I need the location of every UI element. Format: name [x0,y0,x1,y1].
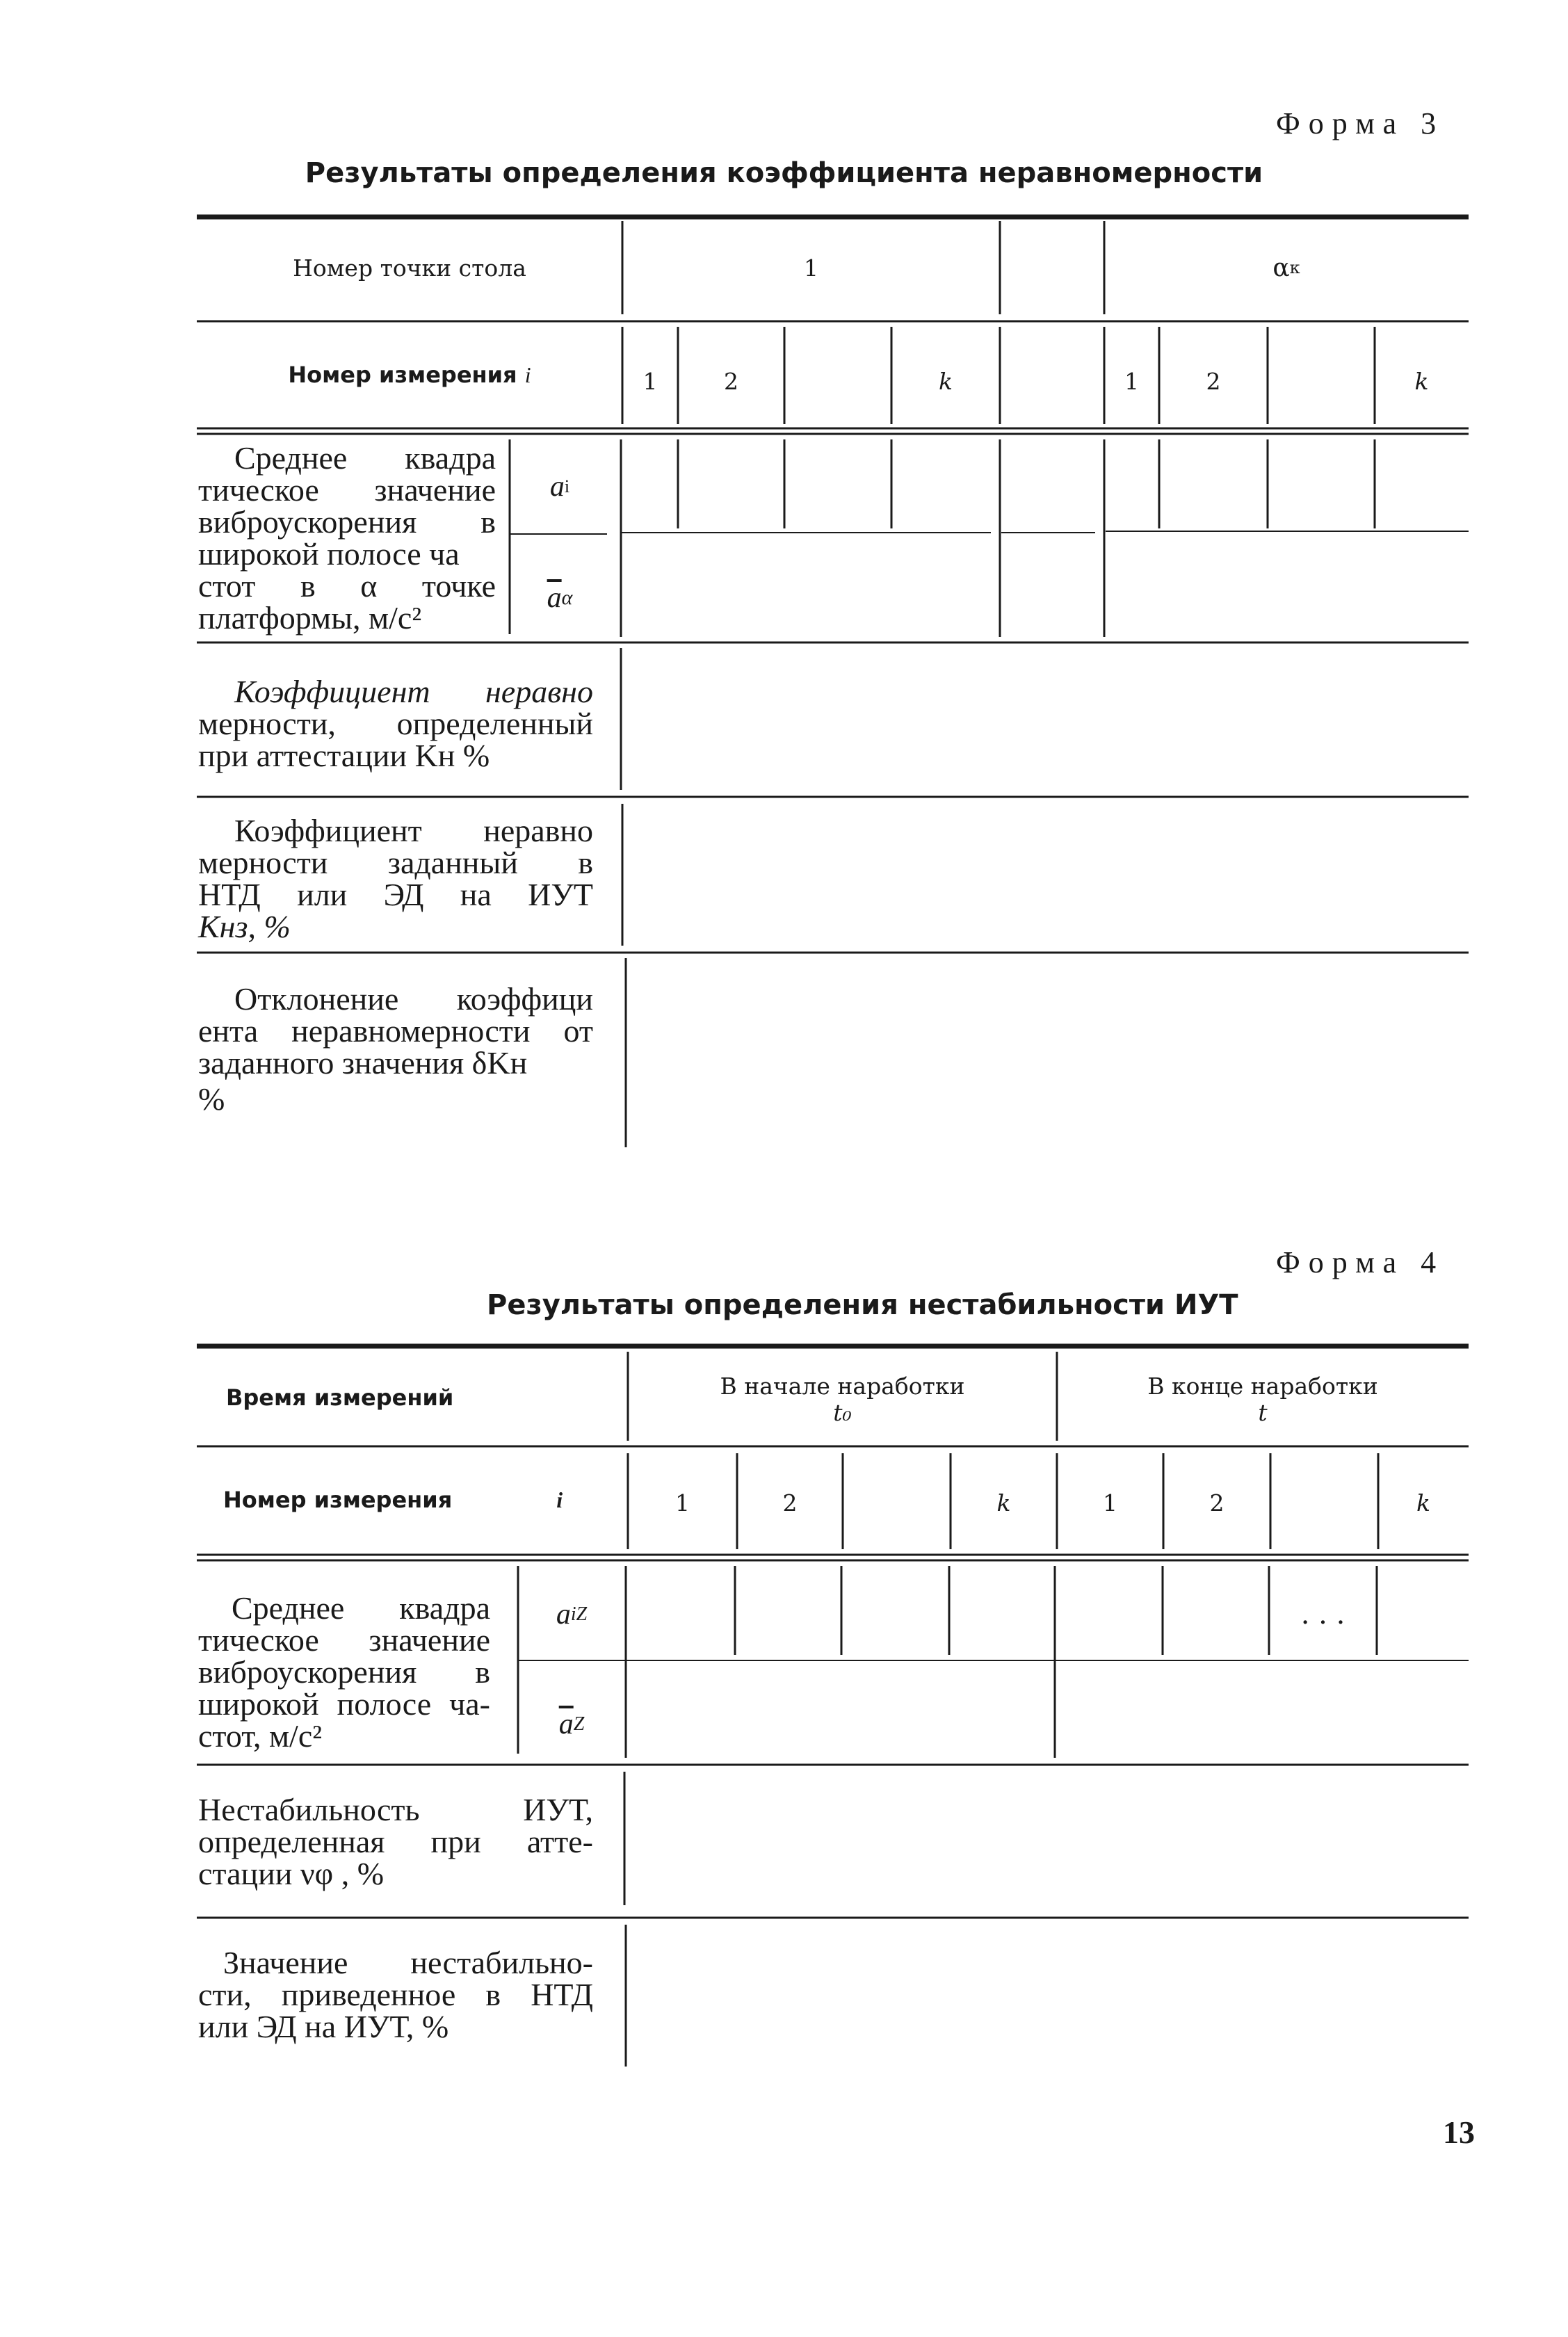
rms-line: виброускорения в [198,1654,490,1690]
value-line: Значение нестабильно- [223,1945,593,1980]
form3-rms-label [198,442,496,634]
form4-measure-3b [1270,1457,1378,1548]
rms-line: тическое значение [198,472,496,508]
measure-symbol: i [556,1487,563,1512]
form3-point-first [622,229,1000,306]
form4-measure-kb: k [1416,1489,1430,1517]
sym-a: a [549,471,565,503]
rms-line: широкой полосе ча- [198,1686,490,1722]
form3-measure-2: 2 [724,367,738,395]
sym-sub-i: i [564,476,570,496]
form4-measure-1b: 1 [1103,1489,1117,1517]
rms-line: Среднее квадра [232,1590,490,1626]
form3-deviation-label [198,983,593,1115]
sym-a: a [556,1599,571,1631]
form3-measure-1b: 1 [1124,367,1139,395]
form3-measure-1: 1 [642,367,658,395]
form3-k-attest-label [198,676,593,772]
form4-ellipsis: . . . [1300,1599,1345,1631]
start-label: В начале наработки [720,1373,965,1400]
k-given-line: мерности заданный в [198,845,593,880]
form3-measure-k: k [939,367,953,395]
header-measure-text: Номер измерения [288,362,517,388]
form4-measure-2: 2 [782,1489,798,1517]
end-label: В конце наработки [1147,1373,1378,1400]
rms-line: стот в α точке [198,568,496,604]
form3-measure-3b [1268,332,1375,430]
rms-line: виброускорения в [198,504,496,540]
form4-measure-k: k [996,1489,1011,1517]
rms-line: Среднее квадра [234,440,496,476]
deviation-line: ента неравномерности от [198,1013,593,1049]
k-attest-line: мерности, определенный [198,706,593,741]
point-last-sub: к [1289,258,1300,277]
form4-measure-1: 1 [675,1489,690,1517]
deviation-line: Отклонение коэффици [234,981,593,1017]
k-given-line: НТД или ЭД на ИУТ [198,877,593,912]
form4-sym-aiz [519,1587,624,1642]
form4-measure-2b: 2 [1209,1489,1225,1517]
start-sym: t₀ [833,1399,852,1426]
form3-measure-3 [784,332,891,430]
form4-sym-az [519,1697,624,1752]
form4-title: Результаты определения нестабильности ИУТ [487,1289,1238,1321]
end-sym: t [1258,1399,1268,1426]
point-first-text: 1 [804,254,818,282]
sym-sub-iz: iZ [570,1603,588,1625]
rms-line: широкой полосе ча [198,536,460,572]
instability-line: определенная при атте- [198,1824,593,1859]
form3-point-last [1104,229,1469,306]
form4-rms-label [198,1592,490,1752]
sym-a-bar: $\overline{a}$ [558,1708,574,1740]
form3-sym-a-alpha [511,570,608,626]
form4-label: Форма 4 [1276,1245,1445,1279]
form3-measure-2b: 2 [1206,367,1221,395]
value-line: сти, приведенное в НТД [198,1977,593,2012]
form4-value-label [198,1947,593,2043]
form3-sym-ai [511,459,608,515]
k-attest-line: Коэффициент неравно [234,674,593,709]
header-point-text: Номер точки стола [293,254,526,282]
sym-a-bar: $\overline{a}$ [547,582,562,614]
instability-line: Нестабильность ИУТ, [198,1792,593,1827]
form3-header-point [197,229,622,306]
k-given-line: Коэффициент неравно [234,813,593,848]
header-measure-text: Номер измерения [223,1487,453,1513]
k-given-line: Kнз, % [198,909,291,944]
sym-sub-alpha: α [561,586,573,609]
deviation-line: % [198,1081,225,1117]
k-attest-line: при аттестации Kн % [198,738,490,773]
form4-instability-label [198,1794,593,1890]
value-line: или ЭД на ИУТ, % [198,2009,449,2044]
sym-sub-z: Z [573,1713,585,1735]
rms-line: платформы, м/с² [198,600,422,636]
form3-k-given-label [198,815,593,943]
form4-header-measure [197,1457,614,1542]
form4-measure-3 [843,1457,951,1548]
page-number: 13 [1443,2114,1475,2150]
form3-measure-kb: k [1414,367,1429,395]
form4-end-header [1057,1373,1469,1426]
form4-start-header [628,1373,1057,1426]
rms-line: стот, м/с² [198,1718,323,1754]
deviation-line: заданного значения δKн [198,1045,528,1081]
rms-line: тическое значение [198,1622,490,1658]
form3-header-measure [197,332,622,417]
point-last-symbol: α [1272,253,1290,282]
form4-header-time: Время измерений [226,1384,454,1411]
instability-line: стации νφ , % [198,1856,385,1891]
measure-symbol: i [524,362,531,387]
form3-title: Результаты определения коэффициента неравномерности [305,157,1263,189]
form3-label: Форма 3 [1276,106,1445,140]
